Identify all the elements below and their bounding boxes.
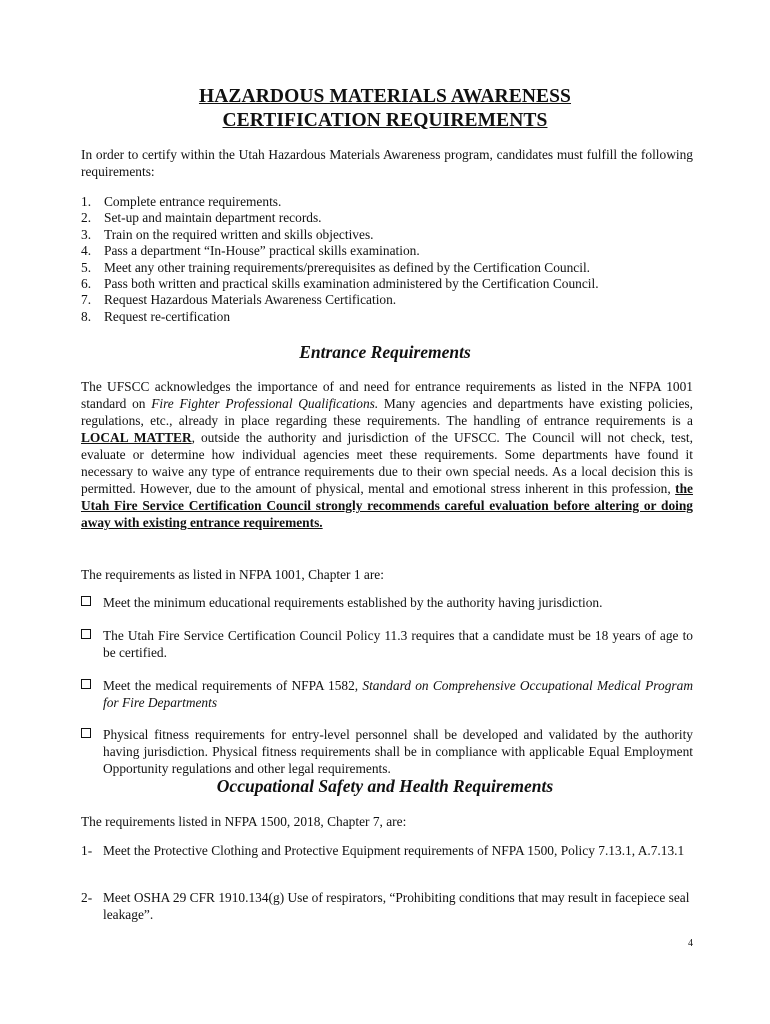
text-span: Meet the medical requirements of NFPA 1582,	[103, 678, 363, 693]
list-number: 5.	[81, 259, 92, 275]
list-item	[81, 210, 693, 226]
list-text: Request Hazardous Materials Awareness Certification.	[104, 292, 397, 308]
local-matter-text: LOCAL MATTER	[81, 430, 192, 445]
recommendation-text: the Utah Fire Service Certification Council strongly recommends careful evaluation before altering or doing away with existing entrance requirements.	[81, 481, 693, 530]
italic-text: Fire Fighter Professional Qualifications.	[151, 396, 379, 411]
page-number: 4	[688, 938, 693, 949]
requirements-list	[81, 194, 693, 325]
list-text: Pass both written and practical skills examination administered by the Certification Council.	[104, 276, 599, 292]
list-number: 3.	[81, 226, 92, 242]
list-text: Complete entrance requirements.	[104, 194, 282, 209]
nfpa1001-intro: The requirements as listed in NFPA 1001, Chapter 1 are:	[81, 567, 384, 582]
checklist-item	[81, 594, 693, 611]
page-title-line2: CERTIFICATION REQUIREMENTS	[222, 110, 548, 131]
list-number: 6.	[81, 276, 92, 292]
text-span: , outside the authority and jurisdiction of the UFSCC. The Council will not check, test, evaluate or determine how individual agencies meet these requirements. Some departments have found it necessary to waive any type of entrance requirements due to their own special needs. As a local decision this is permitted. However, due to the amount of physical, mental and emotional stress inherent in this profession,	[81, 430, 693, 496]
list-text: Request re-certification	[104, 308, 231, 324]
list-item	[81, 243, 693, 259]
list-item	[81, 260, 693, 276]
text-span: The UFSCC acknowledges the importance of and need for entrance requirements as listed in the NFPA 1001 standard on	[81, 379, 693, 411]
list-text: Pass a department “In-House” practical skills examination.	[104, 243, 420, 259]
checklist-item	[81, 677, 693, 711]
checklist-text: Meet the minimum educational requirements established by the authority having jurisdiction.	[103, 595, 603, 610]
checklist-item	[81, 726, 693, 777]
intro-paragraph: In order to certify within the Utah Hazardous Materials Awareness program, candidates must fulfill the following requirements:	[81, 147, 693, 179]
text-span: Many agencies and departments have existing policies, regulations, etc., already in place regarding these requirements. The handling of entrance requirements is a	[81, 396, 693, 428]
list-item	[81, 292, 693, 308]
osh-heading: Occupational Safety and Health Requirements	[216, 776, 554, 796]
page-title-line1: HAZARDOUS MATERIALS AWARENESS	[198, 86, 572, 107]
list-item	[81, 276, 693, 292]
list-text: Meet the Protective Clothing and Protective Equipment requirements of NFPA 1500, Policy 7.13.1, A.7.13.1	[103, 843, 685, 858]
checkbox-icon	[81, 596, 91, 606]
list-number: 2.	[81, 210, 92, 226]
checkbox-icon	[81, 629, 91, 639]
list-item	[81, 194, 693, 210]
entrance-heading: Entrance Requirements	[299, 342, 471, 362]
checkbox-icon	[81, 728, 91, 738]
list-text: Set-up and maintain department records.	[104, 210, 322, 226]
list-number: 8.	[81, 308, 92, 324]
list-number: 7.	[81, 292, 92, 308]
list-text: Meet any other training requirements/prerequisites as defined by the Certification Council.	[104, 259, 591, 275]
entrance-paragraph	[81, 378, 693, 531]
nfpa1500-intro: The requirements listed in NFPA 1500, 2018, Chapter 7, are:	[81, 814, 407, 829]
checklist-text: The Utah Fire Service Certification Council Policy 11.3 requires that a candidate must be 18 years of age to be certified.	[103, 628, 693, 660]
checklist-item	[81, 627, 693, 661]
list-number: 1-	[81, 843, 93, 858]
list-text: Meet OSHA 29 CFR 1910.134(g) Use of respirators, “Prohibiting conditions that may result in facepiece seal leakage”.	[103, 890, 690, 922]
checklist-text	[103, 677, 693, 711]
italic-text: Standard on Comprehensive Occupational Medical Program for Fire Departments	[103, 678, 693, 710]
osh-list-item	[81, 842, 693, 859]
list-number: 1.	[81, 194, 92, 209]
list-item	[81, 227, 693, 243]
list-item	[81, 309, 693, 325]
checklist-text: Physical fitness requirements for entry-level personnel shall be developed and validated by the authority having jurisdiction. Physical fitness requirements shall be in compliance with applicable Equal Employment Opportunity regulations and other legal requirements.	[103, 727, 693, 776]
list-number: 4.	[81, 243, 92, 259]
list-text: Train on the required written and skills objectives.	[104, 226, 374, 242]
checkbox-icon	[81, 679, 91, 689]
osh-list-item	[81, 889, 693, 923]
list-number: 2-	[81, 890, 93, 905]
